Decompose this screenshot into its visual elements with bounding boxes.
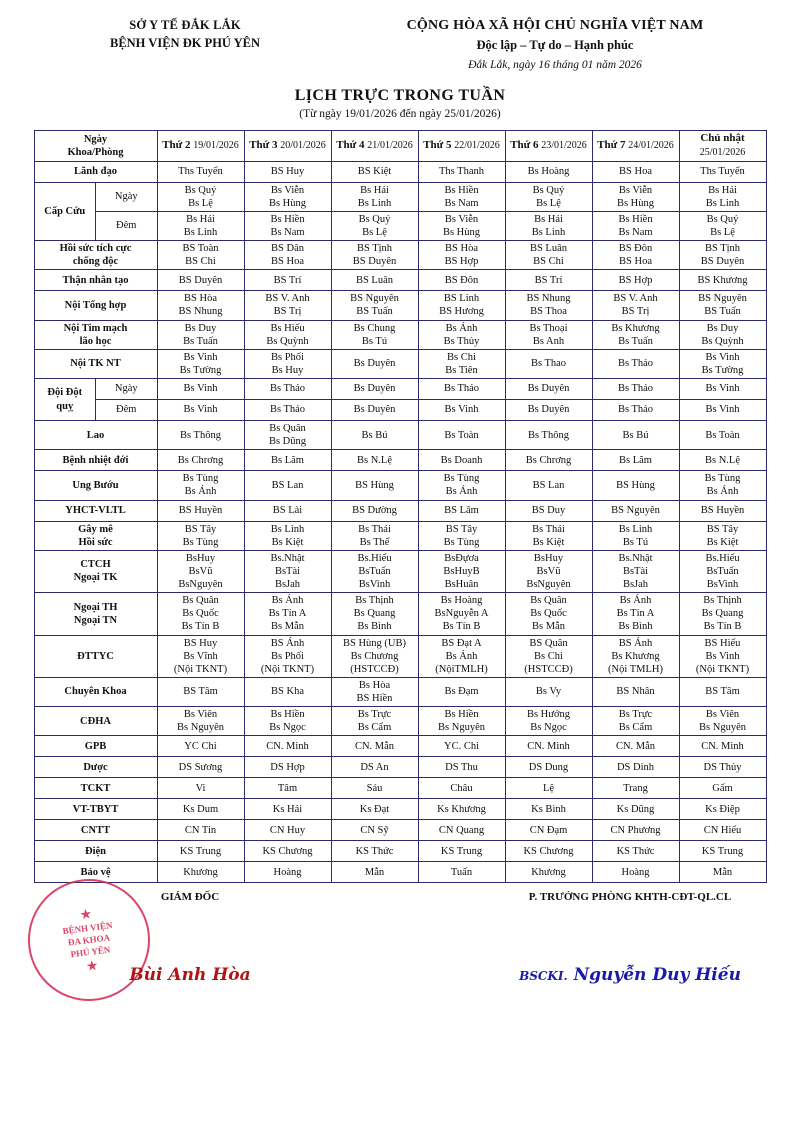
- table-row: [34, 677, 766, 706]
- row-label: Thận nhân tạo: [34, 270, 157, 291]
- table-cell: CN Sỹ: [331, 820, 418, 841]
- table-cell: Bs Hiền Bs Nam: [592, 211, 679, 240]
- table-cell: Hoàng: [592, 862, 679, 883]
- table-cell: CN. Minh: [244, 736, 331, 757]
- table-cell: BS Tây Bs Tùng: [157, 521, 244, 550]
- day-header-1: [157, 131, 244, 162]
- page-title: LỊCH TRỰC TRONG TUẦN: [294, 87, 506, 104]
- table-row: [34, 291, 766, 320]
- row-shift-label: Đêm: [96, 211, 158, 240]
- table-cell: Tuấn: [418, 862, 505, 883]
- day-header-7: [679, 131, 766, 162]
- corner-header: [34, 131, 157, 162]
- table-cell: BS Huy Bs Vĩnh (Nội TKNT): [157, 635, 244, 677]
- table-cell: KS Thức: [331, 841, 418, 862]
- table-cell: DS Thu: [418, 757, 505, 778]
- table-cell: Bs Quý Bs Lệ: [505, 182, 592, 211]
- row-label: CNTT: [34, 820, 157, 841]
- table-row: [34, 320, 766, 349]
- table-cell: Bs Duy Bs Tuấn: [157, 320, 244, 349]
- table-cell: KS Trung: [157, 841, 244, 862]
- table-cell: BsĐựơa BsHuyB BsHuân: [418, 550, 505, 592]
- table-cell: BS Ánh Bs Phối (Nội TKNT): [244, 635, 331, 677]
- row-label: Nội Tổng hợp: [34, 291, 157, 320]
- table-cell: DS Dung: [505, 757, 592, 778]
- stamp-line-1: BỆNH VIỆN: [62, 920, 113, 937]
- table-cell: Bs Vinh Bs Tường: [157, 349, 244, 378]
- table-row: [34, 400, 766, 421]
- table-cell: Bs Linh Bs Tú: [592, 521, 679, 550]
- table-cell: Bs Hiền Bs Nam: [418, 182, 505, 211]
- table-cell: CN Đạm: [505, 820, 592, 841]
- table-cell: BS Luân BS Chi: [505, 241, 592, 270]
- table-cell: Bs Vinh: [157, 379, 244, 400]
- row-label: VT-TBYT: [34, 799, 157, 820]
- table-cell: BS Duy: [505, 500, 592, 521]
- table-cell: KS Chương: [244, 841, 331, 862]
- row-label: Bảo vệ: [34, 862, 157, 883]
- table-cell: Bs Trực Bs Cẩm: [592, 707, 679, 736]
- table-cell: BS Huy: [244, 161, 331, 182]
- day-date: 22/01/2026: [454, 139, 500, 151]
- table-cell: Bs Đạm: [418, 677, 505, 706]
- table-row: [34, 450, 766, 471]
- table-cell: Ks Dũng: [592, 799, 679, 820]
- table-cell: Bs Thịnh Bs Quang Bs Bình: [331, 593, 418, 635]
- row-label: CTCH Ngoại TK: [34, 550, 157, 592]
- table-cell: Bs Thoại Bs Anh: [505, 320, 592, 349]
- table-cell: Bs Vinh: [157, 400, 244, 421]
- day-date: 19/01/2026: [193, 139, 239, 151]
- table-cell: BS Trí: [505, 270, 592, 291]
- day-header-4: [418, 131, 505, 162]
- corner-header-bottom: Khoa/Phòng: [67, 146, 124, 158]
- table-cell: BS V. Anh BS Trị: [244, 291, 331, 320]
- row-label: Cấp Cứu: [34, 182, 96, 241]
- table-cell: Bs Thảo: [244, 379, 331, 400]
- table-cell: BS Lan: [505, 471, 592, 500]
- table-row: [34, 799, 766, 820]
- day-date: 24/01/2026: [628, 139, 674, 151]
- day-date: 21/01/2026: [367, 139, 413, 151]
- table-cell: BS Tịnh BS Duyên: [679, 241, 766, 270]
- table-cell: Bs N.Lệ: [679, 450, 766, 471]
- table-cell: CN. Minh: [505, 736, 592, 757]
- deputy-degree-prefix: BSCKI.: [519, 969, 568, 984]
- table-cell: KS Thức: [592, 841, 679, 862]
- table-cell: BS Tâm: [157, 677, 244, 706]
- table-cell: Bs Bú: [331, 421, 418, 450]
- table-cell: BS Dường: [331, 500, 418, 521]
- row-label: Chuyên Khoa: [34, 677, 157, 706]
- table-cell: Tâm: [244, 778, 331, 799]
- star-icon-bottom: ★: [85, 958, 99, 974]
- table-row: [34, 778, 766, 799]
- table-cell: BS Duyên: [157, 270, 244, 291]
- table-cell: BS Đôn: [418, 270, 505, 291]
- table-cell: Bs Toàn: [418, 421, 505, 450]
- table-cell: BS Nhung BS Thoa: [505, 291, 592, 320]
- table-cell: BS Hiếu Bs Vinh (Nội TKNT): [679, 635, 766, 677]
- table-cell: BS Linh BS Hương: [418, 291, 505, 320]
- row-label: YHCT-VLTL: [34, 500, 157, 521]
- table-cell: Bs Duyên: [331, 379, 418, 400]
- row-label: Ngoại TH Ngoại TN: [34, 593, 157, 635]
- table-cell: Bs Vinh: [679, 400, 766, 421]
- table-cell: Bs Duyên: [331, 349, 418, 378]
- row-label: Dược: [34, 757, 157, 778]
- table-cell: Bs Thao: [505, 349, 592, 378]
- row-label: Ung Bướu: [34, 471, 157, 500]
- table-cell: Bs Quân Bs Quốc Bs Tín B: [157, 593, 244, 635]
- national-motto: Độc lập – Tự do – Hạnh phúc: [476, 38, 634, 52]
- table-cell: Bs Quân Bs Quốc Bs Mẫn: [505, 593, 592, 635]
- row-label: TCKT: [34, 778, 157, 799]
- table-cell: Bs Hải Bs Linh: [331, 182, 418, 211]
- table-cell: Bs Lãm: [244, 450, 331, 471]
- table-cell: DS Sương: [157, 757, 244, 778]
- table-cell: Ks Dum: [157, 799, 244, 820]
- table-head: [34, 131, 766, 162]
- table-cell: Vi: [157, 778, 244, 799]
- table-cell: Bs Thảo: [592, 349, 679, 378]
- table-cell: Bs Vy: [505, 677, 592, 706]
- row-label: CĐHA: [34, 707, 157, 736]
- table-cell: Bs Viễn Bs Hùng: [244, 182, 331, 211]
- day-name: Thứ 6: [510, 138, 539, 151]
- table-cell: Bs Trực Bs Cẩm: [331, 707, 418, 736]
- table-cell: BS Tây Bs Tùng: [418, 521, 505, 550]
- table-cell: CN Huy: [244, 820, 331, 841]
- table-cell: KS Trung: [679, 841, 766, 862]
- table-cell: Bs.Hiếu BsTuấn BsVinh: [331, 550, 418, 592]
- row-label: Lao: [34, 421, 157, 450]
- header-right-block: [340, 18, 770, 71]
- table-cell: BS Nguyên BS Tuấn: [679, 291, 766, 320]
- table-cell: Bs.Nhật BsTài BsJah: [244, 550, 331, 592]
- health-department-name: SỞ Y TẾ ĐẮK LẮK: [129, 18, 241, 32]
- table-row: [34, 471, 766, 500]
- table-cell: YC. Chi: [418, 736, 505, 757]
- national-title: CỘNG HÒA XÃ HỘI CHỦ NGHĨA VIỆT NAM: [406, 18, 704, 33]
- table-cell: Ks Bình: [505, 799, 592, 820]
- hospital-name: BỆNH VIỆN ĐK PHÚ YÊN: [109, 36, 261, 50]
- day-date: 23/01/2026: [541, 139, 587, 151]
- table-cell: BS Nhân: [592, 677, 679, 706]
- table-cell: BS Khương: [679, 270, 766, 291]
- table-body: [34, 161, 766, 883]
- table-cell: BS Nguyên BS Tuấn: [331, 291, 418, 320]
- row-label: Điện: [34, 841, 157, 862]
- table-cell: Bs Quân Bs Dũng: [244, 421, 331, 450]
- table-cell: Bs.Hiếu BsTuấn BsVinh: [679, 550, 766, 592]
- table-cell: DS Dinh: [592, 757, 679, 778]
- place-and-date: Đắk Lắk, ngày 16 tháng 01 năm 2026: [468, 59, 642, 71]
- table-cell: CN. Mẫn: [331, 736, 418, 757]
- table-cell: Ks Đạt: [331, 799, 418, 820]
- table-cell: Trang: [592, 778, 679, 799]
- table-row: [34, 500, 766, 521]
- table-cell: Bs Vinh: [679, 379, 766, 400]
- day-date: 20/01/2026: [280, 139, 326, 151]
- table-cell: Bs Lãm: [592, 450, 679, 471]
- table-row: [34, 211, 766, 240]
- row-label: ĐTTYC: [34, 635, 157, 677]
- table-row: [34, 841, 766, 862]
- signature-block-director: [95, 891, 285, 985]
- table-cell: Bs Duyên: [331, 400, 418, 421]
- row-shift-label: Ngày: [96, 182, 158, 211]
- table-row: [34, 182, 766, 211]
- table-cell: Bs Hải Bs Linh: [679, 182, 766, 211]
- page-subtitle: (Từ ngày 19/01/2026 đến ngày 25/01/2026): [299, 108, 501, 120]
- table-row: [34, 593, 766, 635]
- table-cell: Bs Phối Bs Huy: [244, 349, 331, 378]
- table-cell: Bs Viễn Bs Hùng: [418, 211, 505, 240]
- table-cell: KS Chương: [505, 841, 592, 862]
- table-cell: Ks Hải: [244, 799, 331, 820]
- table-cell: Bs Duyên: [505, 400, 592, 421]
- table-row: [34, 161, 766, 182]
- table-cell: Bs Doanh: [418, 450, 505, 471]
- table-row: [34, 862, 766, 883]
- table-cell: Bs Duy Bs Quỳnh: [679, 320, 766, 349]
- table-cell: Mẫn: [679, 862, 766, 883]
- table-cell: Bs Linh Bs Kiệt: [244, 521, 331, 550]
- table-cell: Bs Ánh Bs Tín A Bs Bình: [592, 593, 679, 635]
- table-cell: BS V. Anh BS Trị: [592, 291, 679, 320]
- table-cell: Sáu: [331, 778, 418, 799]
- document-header: [0, 0, 800, 71]
- table-cell: Bs Vinh Bs Tường: [679, 349, 766, 378]
- table-cell: Bs Thảo: [418, 379, 505, 400]
- table-cell: BS Nguyên: [592, 500, 679, 521]
- row-shift-label: Ngày: [96, 379, 158, 400]
- table-row: [34, 270, 766, 291]
- table-cell: Bs Hòa BS Hiền: [331, 677, 418, 706]
- table-cell: BS Ánh Bs Khương (Nội TMLH): [592, 635, 679, 677]
- table-cell: Khương: [157, 862, 244, 883]
- table-row: [34, 349, 766, 378]
- table-cell: Bs Hiền Bs Nguyên: [418, 707, 505, 736]
- table-cell: Bs Viễn Bs Hùng: [592, 182, 679, 211]
- table-cell: Bs Thảo: [244, 400, 331, 421]
- table-cell: BS Lâm: [418, 500, 505, 521]
- table-cell: BS Đạt A Bs Ánh (NộiTMLH): [418, 635, 505, 677]
- table-row: [34, 550, 766, 592]
- table-cell: Bs Viên Bs Nguyên: [679, 707, 766, 736]
- director-signature-name: Bùi Anh Hòa: [129, 965, 251, 986]
- document-footer: [0, 887, 800, 1037]
- table-cell: Bs Ánh Bs Tín A Bs Mẫn: [244, 593, 331, 635]
- table-row: [34, 241, 766, 270]
- table-cell: KS Trung: [418, 841, 505, 862]
- row-label: Đội Đột quỵ: [34, 379, 96, 421]
- day-name: Thứ 2: [162, 138, 191, 151]
- table-cell: Bs Chrơng: [157, 450, 244, 471]
- table-cell: Bs Hải Bs Linh: [505, 211, 592, 240]
- table-cell: BS Đôn BS Hoa: [592, 241, 679, 270]
- table-row: [34, 421, 766, 450]
- table-cell: DS Thủy: [679, 757, 766, 778]
- table-row: [34, 379, 766, 400]
- table-cell: Bs Viên Bs Nguyên: [157, 707, 244, 736]
- table-cell: Bs Chi Bs Tiên: [418, 349, 505, 378]
- table-cell: CN Hiếu: [679, 820, 766, 841]
- table-cell: Bs Quý Bs Lệ: [331, 211, 418, 240]
- day-name: Thứ 5: [423, 138, 452, 151]
- table-cell: BS Toàn BS Chi: [157, 241, 244, 270]
- table-cell: BS Tây Bs Kiệt: [679, 521, 766, 550]
- table-cell: Bs.Nhật BsTài BsJah: [592, 550, 679, 592]
- table-row: [34, 521, 766, 550]
- signature-block-deputy: [490, 891, 770, 985]
- table-cell: CN Quang: [418, 820, 505, 841]
- table-cell: BS Trí: [244, 270, 331, 291]
- table-cell: Bs Vinh: [418, 400, 505, 421]
- table-cell: Hoàng: [244, 862, 331, 883]
- table-cell: BS Hùng (UB) Bs Chương (HSTCCĐ): [331, 635, 418, 677]
- table-cell: BsHuy BsVũ BsNguyên: [505, 550, 592, 592]
- table-cell: BS Hòa BS Hợp: [418, 241, 505, 270]
- corner-header-top: Ngày: [83, 133, 108, 145]
- table-cell: BS Dân BS Hoa: [244, 241, 331, 270]
- day-name: Thứ 3: [249, 138, 278, 151]
- day-name: Chủ nhật: [700, 132, 745, 144]
- deputy-title: P. TRƯỞNG PHÒNG KHTH-CĐT-QL.CL: [528, 891, 732, 904]
- row-shift-label: Đêm: [96, 400, 158, 421]
- table-cell: Bs Thảo: [592, 400, 679, 421]
- table-cell: Bs Tùng Bs Ánh: [679, 471, 766, 500]
- table-cell: BS Huyền: [157, 500, 244, 521]
- table-cell: Ths Tuyến: [679, 161, 766, 182]
- table-row: [34, 635, 766, 677]
- table-cell: CN Tin: [157, 820, 244, 841]
- table-cell: BS Lài: [244, 500, 331, 521]
- day-header-3: [331, 131, 418, 162]
- table-cell: Bs Hải Bs Linh: [157, 211, 244, 240]
- table-cell: Gấm: [679, 778, 766, 799]
- header-left-block: [30, 18, 340, 71]
- table-cell: Châu: [418, 778, 505, 799]
- day-header-2: [244, 131, 331, 162]
- table-cell: BS Hợp: [592, 270, 679, 291]
- table-cell: Bs Hiền Bs Ngọc: [244, 707, 331, 736]
- table-cell: Bs Toàn: [679, 421, 766, 450]
- table-cell: BS Huyền: [679, 500, 766, 521]
- table-cell: CN. Minh: [679, 736, 766, 757]
- day-header-6: [592, 131, 679, 162]
- table-cell: Ths Tuyến: [157, 161, 244, 182]
- table-row: [34, 820, 766, 841]
- table-cell: CN Phương: [592, 820, 679, 841]
- table-cell: DS Hợp: [244, 757, 331, 778]
- row-label: Lãnh đạo: [34, 161, 157, 182]
- day-name: Thứ 7: [597, 138, 626, 151]
- table-cell: Bs Hiếu Bs Quỳnh: [244, 320, 331, 349]
- table-cell: Lệ: [505, 778, 592, 799]
- table-cell: Bs Thái Bs Kiệt: [505, 521, 592, 550]
- table-cell: BsHuy BsVũ BsNguyên: [157, 550, 244, 592]
- table-cell: Bs Hoàng BsNguyễn A Bs Tín B: [418, 593, 505, 635]
- table-cell: DS An: [331, 757, 418, 778]
- table-cell: BS Tâm: [679, 677, 766, 706]
- row-label: Hồi sức tích cực chống độc: [34, 241, 157, 270]
- row-label: Nội Tim mạch lão học: [34, 320, 157, 349]
- day-name: Thứ 4: [336, 138, 365, 151]
- table-cell: Bs Thông: [505, 421, 592, 450]
- table-cell: Ths Thanh: [418, 161, 505, 182]
- table-cell: BS Luân: [331, 270, 418, 291]
- table-cell: YC Chi: [157, 736, 244, 757]
- table-cell: Bs Quý Bs Lệ: [157, 182, 244, 211]
- table-cell: Bs Tùng Bs Ánh: [418, 471, 505, 500]
- table-cell: Bs Chung Bs Tú: [331, 320, 418, 349]
- table-cell: Bs N.Lệ: [331, 450, 418, 471]
- table-cell: Bs Hoàng: [505, 161, 592, 182]
- table-cell: CN. Mẫn: [592, 736, 679, 757]
- table-cell: BS Hoa: [592, 161, 679, 182]
- table-cell: BS Kha: [244, 677, 331, 706]
- table-cell: Bs Quý Bs Lệ: [679, 211, 766, 240]
- schedule-table: [34, 130, 767, 883]
- row-label: GPB: [34, 736, 157, 757]
- table-cell: BS Quân Bs Chi (HSTCCĐ): [505, 635, 592, 677]
- table-cell: Bs Chrơng: [505, 450, 592, 471]
- row-label: Nội TK NT: [34, 349, 157, 378]
- table-cell: Bs Thịnh Bs Quang Bs Tín B: [679, 593, 766, 635]
- row-label: Gây mê Hồi sức: [34, 521, 157, 550]
- table-cell: Ks Điệp: [679, 799, 766, 820]
- stamp-line-2: ĐA KHOA: [67, 932, 111, 948]
- deputy-signature-name: [490, 965, 770, 985]
- table-cell: Bs Thảo: [592, 379, 679, 400]
- table-header-row: [34, 131, 766, 162]
- stamp-line-3: PHÚ YÊN: [70, 944, 111, 960]
- table-row: [34, 757, 766, 778]
- table-cell: BS Tịnh BS Duyên: [331, 241, 418, 270]
- star-icon: ★: [79, 906, 92, 922]
- table-cell: BS Kiệt: [331, 161, 418, 182]
- table-cell: Bs Thái Bs Thể: [331, 521, 418, 550]
- deputy-name-text: Nguyễn Duy Hiếu: [573, 965, 741, 986]
- table-row: [34, 736, 766, 757]
- day-date: 25/01/2026: [699, 146, 746, 158]
- table-cell: Bs Duyên: [505, 379, 592, 400]
- table-cell: Ks Khương: [418, 799, 505, 820]
- table-cell: Khương: [505, 862, 592, 883]
- table-cell: Bs Hướng Bs Ngọc: [505, 707, 592, 736]
- table-cell: Bs Hiền Bs Nam: [244, 211, 331, 240]
- table-cell: BS Lan: [244, 471, 331, 500]
- table-cell: Bs Thông: [157, 421, 244, 450]
- table-row: [34, 707, 766, 736]
- table-cell: BS Hùng: [331, 471, 418, 500]
- table-cell: Bs Khương Bs Tuấn: [592, 320, 679, 349]
- day-header-5: [505, 131, 592, 162]
- table-cell: BS Hòa BS Nhung: [157, 291, 244, 320]
- director-title: GIÁM ĐỐC: [160, 891, 220, 904]
- table-cell: Bs Ánh Bs Thủy: [418, 320, 505, 349]
- table-cell: Bs Tùng Bs Ánh: [157, 471, 244, 500]
- row-label: Bệnh nhiệt đới: [34, 450, 157, 471]
- table-cell: BS Hùng: [592, 471, 679, 500]
- table-cell: Bs Bú: [592, 421, 679, 450]
- table-cell: Mẫn: [331, 862, 418, 883]
